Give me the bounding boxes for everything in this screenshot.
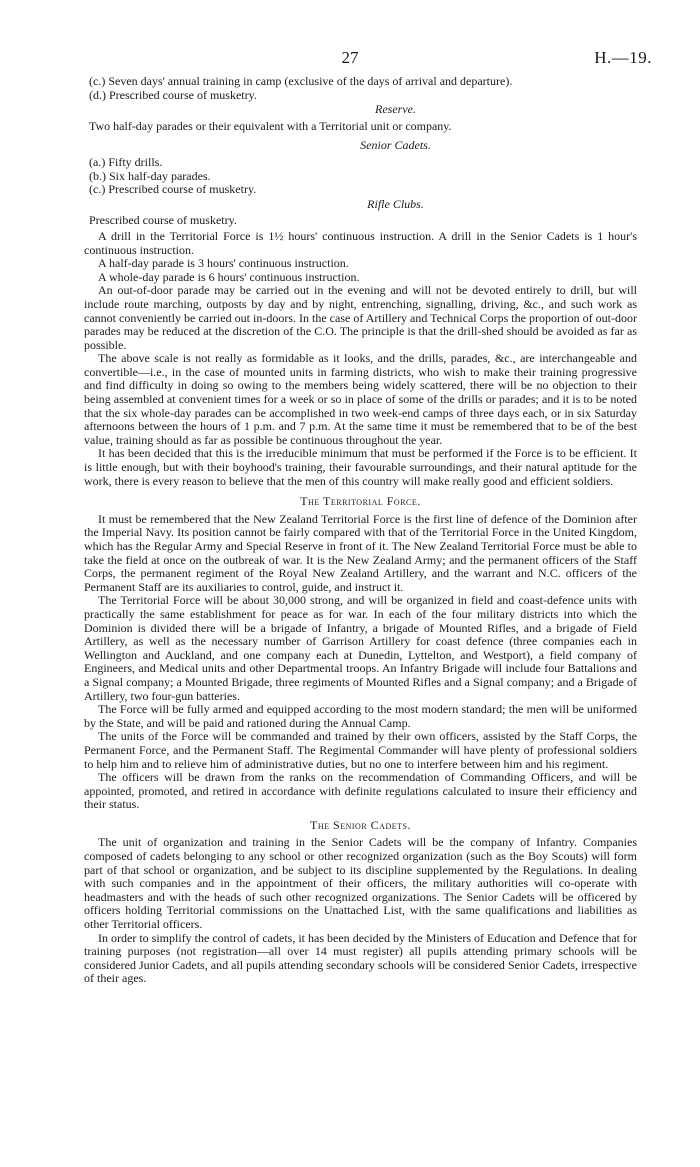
cadet-item: (c.) Prescribed course of musketry. bbox=[89, 182, 257, 197]
paragraph: In order to simplify the control of cadets, it has been decided by the Ministers of Education and Defence that for training purposes (not registration—all over 14 must register) all pupils attending primary schools will be considered Junior Cadets, and all pupils attending secondary schools will be considered Senior Cadets, irrespective of their ages. bbox=[84, 930, 637, 986]
cadet-item: (a.) Fifty drills. bbox=[89, 154, 163, 169]
document-body bbox=[84, 75, 637, 986]
document-reference: H.—19. bbox=[594, 48, 652, 67]
paragraph: A whole-day parade is 6 hours' continuous instruction. bbox=[98, 269, 360, 284]
territorial-force-heading: The Territorial Force. bbox=[300, 494, 421, 509]
senior-cadets-heading: The Senior Cadets. bbox=[310, 817, 411, 832]
paragraph: An out-of-door parade may be carried out in the evening and will not be devoted entirely to drill, but will include route marching, outposts by day and by night, entrenching, signalling, driving, &c., and such work as cannot conveniently be carried out in-doors. In the case of Artillery and Technical Corps the proportion of out-door parades may be reduced at the discretion of the C.O. The principle is that the drill-shed should be avoided as far as possible. bbox=[84, 283, 637, 352]
paragraph: The unit of organization and training in the Senior Cadets will be the company of Infantry. Companies composed of cadets belonging to any school or other recognized organization (such as the Boy Scouts) will form part of that school or organization, and be subject to its discipline supplemented by the Regulations. In dealing with such companies and in the appointment of their officers, the military authorities will co-operate with headmasters and with the heads of such other recognized organizations. The Senior Cadets will be officered by officers holding Territorial commissions on the Unattached List, with the same qualifications and liabilities as other Territorial officers. bbox=[84, 835, 637, 932]
paragraph: The units of the Force will be commanded and trained by their own officers, assisted by the Staff Corps, the Permanent Force, and the Permanent Staff. The Regimental Commander will have plenty of professional soldiers to help him and to relieve him of administrative duties, but no one to interfere between him and his regiment. bbox=[84, 729, 637, 771]
training-item: (d.) Prescribed course of musketry. bbox=[89, 87, 257, 102]
page-number: 27 bbox=[341, 48, 359, 67]
rifle-clubs-heading: Rifle Clubs. bbox=[367, 196, 424, 211]
paragraph: The officers will be drawn from the ranks on the recommendation of Commanding Officers, and will be appointed, promoted, and retired in accordance with definite regulations calculated to insure their efficiency and their status. bbox=[84, 770, 637, 812]
rifle-clubs-text: Prescribed course of musketry. bbox=[89, 213, 237, 228]
paragraph: It must be remembered that the New Zealand Territorial Force is the first line of defence of the Dominion after the Imperial Navy. Its position cannot be fairly compared with that of the Territorial Force in the United Kingdom, which has the Regular Army and Special Reserve in front of it. The New Zealand Territorial Force must be able to take the field at once on the outbreak of war. It is the New Zealand Army; and the permanent officers of the Staff Corps, the permanent regiment of the Royal New Zealand Artillery, and the warrant and N.C. officers of the Permanent Staff are its auxiliaries to control, guide, and instruct it. bbox=[84, 511, 637, 594]
paragraph: The Force will be fully armed and equipped according to the most modern standard; the men will be uniformed by the State, and will be paid and rationed during the Annual Camp. bbox=[84, 702, 637, 730]
reserve-heading: Reserve. bbox=[375, 102, 416, 117]
paragraph: A drill in the Territorial Force is 1½ hours' continuous instruction. A drill in the Senior Cadets is 1 hour's continuous instruction. bbox=[84, 228, 637, 257]
paragraph: A half-day parade is 3 hours' continuous instruction. bbox=[98, 256, 349, 271]
paragraph: It has been decided that this is the irreducible minimum that must be performed if the Force is to be efficient. It is little enough, but with their boyhood's training, their favourable surroundings, and their natural aptitude for the work, there is every reason to believe that the men of this country will make really good and efficient soldiers. bbox=[84, 446, 637, 488]
senior-cadets-subheading: Senior Cadets. bbox=[360, 138, 431, 153]
cadet-item: (b.) Six half-day parades. bbox=[89, 168, 211, 183]
paragraph: The Territorial Force will be about 30,000 strong, and will be organized in field and coast-defence units with practically the same establishment for peace as for war. In each of the four military districts into which the Dominion is divided there will be a brigade of Infantry, a brigade of Mounted Rifles, and a brigade of Field Artillery, as well as the necessary number of Garrison Artillery for coast defence (three companies each in Wellington and Auckland, and one company each at Dunedin, Lyttelton, and Westport), a field company of Engineers, and Medical units and other Departmental troops. An Infantry Brigade will include four Battalions and a Signal company; a Mounted Brigade, three regiments of Mounted Rifles and a Signal company; and a Brigade of Artillery, two four-gun batteries. bbox=[84, 593, 637, 703]
paragraph: The above scale is not really as formidable as it looks, and the drills, parades, &c., are interchangeable and convertible—i.e., in the case of mounted units in farming districts, who wish to make their training progressive and find difficulty in doing so owing to the members being widely scattered, there will be no objection to their being assembled at convenient times for a week or so in place of some of the drills or parades; and it is to be noted that the six whole-day parades can be accomplished in two week-end camps of three days each, or in six Saturday afternoons between the hours of 1 p.m. and 7 p.m. At the same time it must be remembered that to be of the best value, training should as far as possible be continuous throughout the year. bbox=[84, 351, 637, 447]
training-item: (c.) Seven days' annual training in camp (exclusive of the days of arrival and departure). bbox=[89, 74, 513, 88]
reserve-text: Two half-day parades or their equivalent with a Territorial unit or company. bbox=[89, 118, 452, 133]
